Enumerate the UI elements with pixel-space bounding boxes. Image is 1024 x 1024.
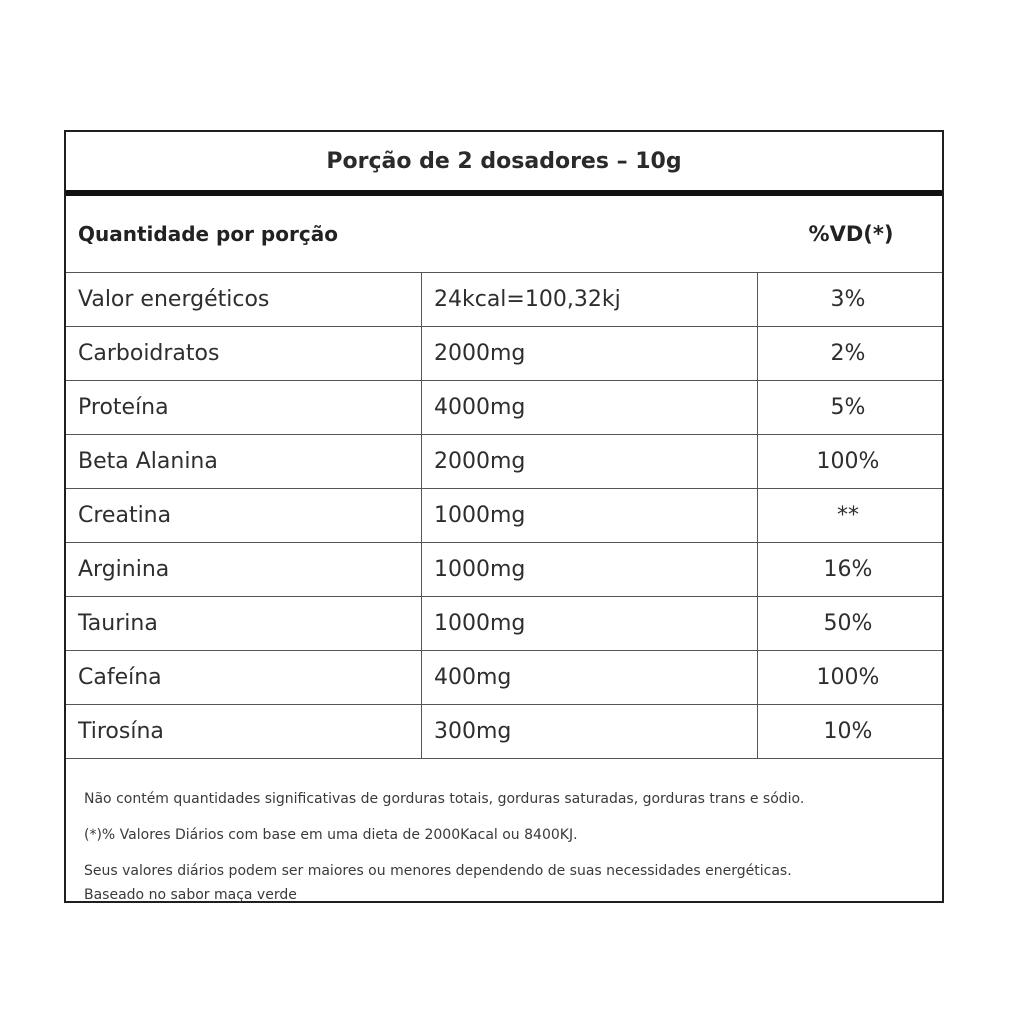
footnote-nutrients: Não contém quantidades significativas de gorduras totais, gorduras saturadas, gorduras trans e sódio. — [84, 791, 805, 807]
nutrient-daily-value: 100% — [816, 449, 880, 474]
nutrient-amount: 4000mg — [422, 381, 758, 434]
nutrient-row — [66, 705, 942, 759]
nutrient-name: Creatina — [66, 489, 422, 542]
nutrient-amount: 1000mg — [422, 597, 758, 650]
quantity-header-row — [66, 196, 942, 273]
nutrient-amount: 1000mg — [422, 543, 758, 596]
nutrient-name: Beta Alanina — [66, 435, 422, 488]
nutrient-row — [66, 597, 942, 651]
nutrient-row — [66, 327, 942, 381]
serving-size-title: Porção de 2 dosadores – 10g — [326, 148, 682, 174]
nutrient-daily-value: 100% — [816, 665, 880, 690]
nutrient-amount: 2000mg — [422, 435, 758, 488]
nutrient-name: Arginina — [66, 543, 422, 596]
nutrient-name: Taurina — [66, 597, 422, 650]
nutrient-daily-value: 10% — [823, 719, 873, 744]
footnote-flavor: Baseado no sabor maça verde — [84, 887, 297, 903]
nutrient-row — [66, 381, 942, 435]
nutrition-facts-table — [64, 130, 944, 903]
nutrient-amount: 24kcal=100,32kj — [422, 273, 758, 326]
nutrient-daily-value: 5% — [830, 395, 866, 420]
footnote-daily-values: (*)% Valores Diários com base em uma dieta de 2000Kacal ou 8400KJ. — [84, 827, 578, 843]
nutrient-name: Tirosína — [66, 705, 422, 758]
nutrient-name: Proteína — [66, 381, 422, 434]
nutrient-amount: 2000mg — [422, 327, 758, 380]
nutrient-name: Valor energéticos — [66, 273, 422, 326]
nutrient-name: Cafeína — [66, 651, 422, 704]
nutrient-daily-value: ** — [837, 503, 859, 528]
nutrient-daily-value: 50% — [823, 611, 873, 636]
daily-value-header: %VD(*) — [808, 222, 894, 246]
nutrient-row — [66, 435, 942, 489]
nutrient-daily-value: 2% — [830, 341, 866, 366]
nutrient-daily-value: 16% — [823, 557, 873, 582]
footnotes — [66, 759, 942, 907]
nutrient-daily-value: 3% — [830, 287, 866, 312]
nutrient-row — [66, 543, 942, 597]
footnote-energy-needs: Seus valores diários podem ser maiores ou menores dependendo de suas necessidades energéticas. — [84, 863, 792, 879]
nutrient-row — [66, 489, 942, 543]
quantity-per-serving-label: Quantidade por porção — [78, 222, 338, 246]
nutrient-name: Carboidratos — [66, 327, 422, 380]
nutrient-row — [66, 273, 942, 327]
nutrient-rows — [66, 273, 942, 759]
nutrient-amount: 300mg — [422, 705, 758, 758]
nutrient-amount: 400mg — [422, 651, 758, 704]
nutrient-amount: 1000mg — [422, 489, 758, 542]
nutrient-row — [66, 651, 942, 705]
